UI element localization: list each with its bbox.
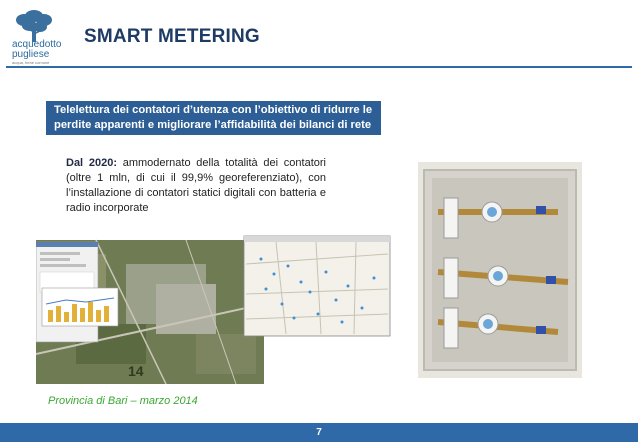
description-body: ammodernato della totalità dei contatori (oltre 1 mln, di cui il 99,9% georeferenziato), con l’installazione di contatori statici digitali con batteria e radio incorporate (66, 157, 326, 214)
image-caption: Provincia di Bari – marzo 2014 (48, 395, 198, 407)
monitoring-screens-image (36, 234, 392, 384)
objective-banner: Telelettura dei contatori d’utenza con l’obiettivo di ridurre le perdite apparenti e migliorare l’affidabilità dei bilanci di rete (46, 101, 381, 135)
map-label: 14 (128, 363, 144, 379)
meter-cabinet-photo (418, 162, 582, 378)
street-map-image (244, 236, 390, 336)
header-divider (6, 66, 632, 68)
logo-wordmark (12, 40, 62, 66)
consumption-chart-screenshot (42, 288, 118, 326)
logo-line2: pugliese (12, 49, 50, 60)
logo-tagline: acqua, bene comune (12, 60, 50, 65)
description-text (66, 156, 326, 216)
page-number: 7 (316, 427, 322, 438)
page-title: SMART METERING (84, 26, 260, 47)
description-lead: Dal 2020: (66, 157, 117, 169)
logo-line1: acquedotto (12, 39, 62, 50)
